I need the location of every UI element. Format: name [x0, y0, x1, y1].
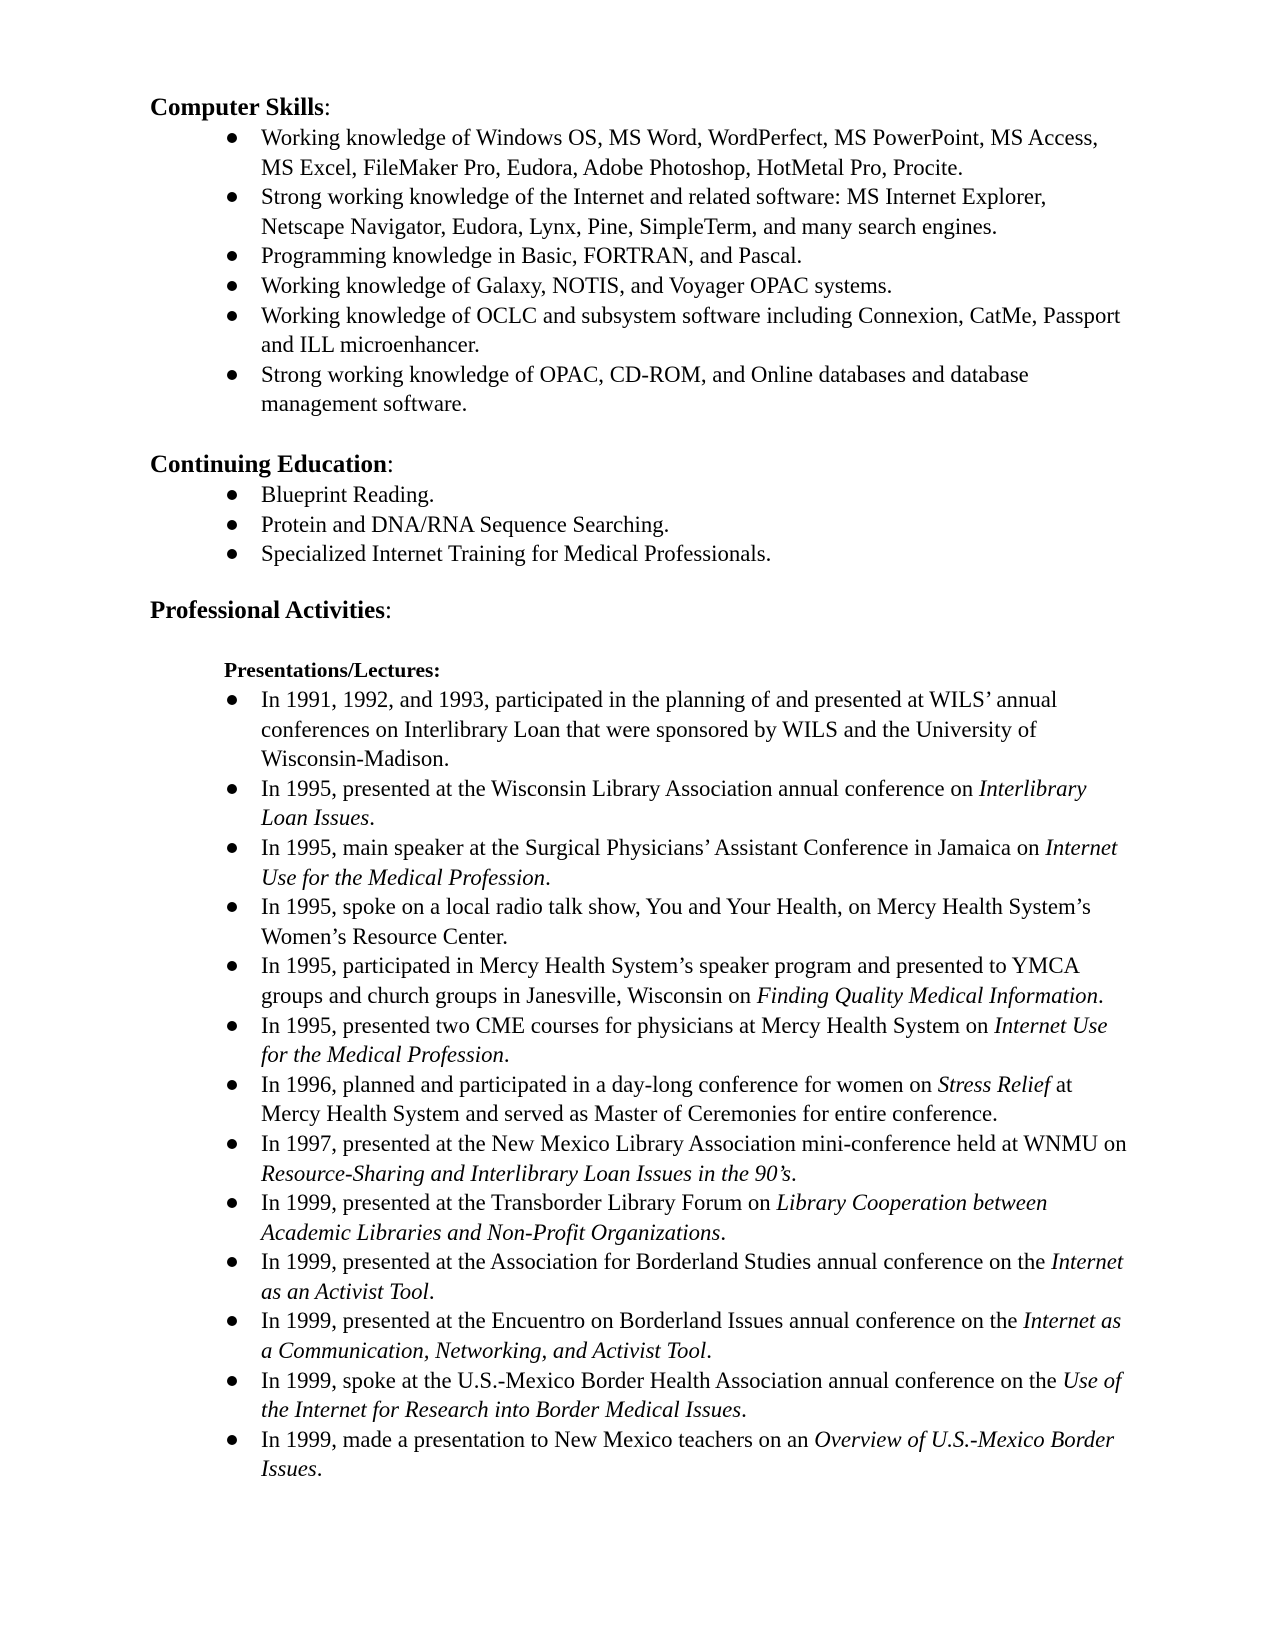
list-item [0, 833, 1131, 892]
bullet-icon [227, 961, 237, 971]
bullet-icon [227, 1021, 237, 1031]
list-item [0, 480, 1131, 510]
computer-skills-list [0, 123, 1131, 419]
list-item-text [261, 774, 1131, 833]
list-item-text-italic: Library Cooperation between Academic Libraries and Non-Profit Organizations [261, 1190, 1048, 1245]
list-item-text-italic: Internet Use for the Medical Profession [261, 1012, 1108, 1068]
list-item-text [261, 892, 1131, 951]
list-item-text: Working knowledge of OCLC and subsystem software including Connexion, CatMe, Passport and ILL microenhancer. [261, 302, 1121, 358]
bullet-icon [227, 1139, 237, 1149]
presentations-lectures-subheading: Presentations/Lectures: [224, 658, 441, 682]
bullet-icon [227, 695, 237, 705]
list-item-text-before: In 1996, planned and participated in a day-long conference for women on [261, 1071, 938, 1097]
list-item-text [261, 833, 1131, 892]
list-item-text-italic: Interlibrary Loan Issues [261, 775, 1087, 831]
list-item-text-after: . [791, 1160, 797, 1186]
continuing-education-heading-colon: : [386, 451, 394, 478]
list-item-text [261, 1188, 1131, 1247]
list-item-text-before: In 1995, presented at the Wisconsin Library Association annual conference on [261, 775, 979, 801]
professional-activities-heading-colon: : [384, 597, 392, 624]
list-item [0, 360, 1131, 419]
list-item-text-italic: Internet as an Activist Tool [261, 1249, 1124, 1304]
list-item-text-italic: Use of the Internet for Research into Border Medical Issues [261, 1367, 1122, 1423]
list-item [0, 1247, 1131, 1306]
list-item-text-after: . [316, 1456, 323, 1482]
list-item [0, 1366, 1131, 1425]
bullet-icon [227, 311, 237, 321]
list-item-text-before: In 1997, presented at the New Mexico Library Association mini-conference held at WNMU on [261, 1130, 1127, 1156]
list-item-text: Strong working knowledge of OPAC, CD-ROM, and Online databases and database management software. [261, 361, 1029, 417]
list-item-text-after: . [369, 805, 375, 831]
bullet-icon [227, 1080, 237, 1090]
bullet-icon [227, 133, 237, 143]
list-item-text-before: In 1991, 1992, and 1993, participated in the planning of and presented at WILS’ annual conferences on Interlibrary Loan that were sponsored by WILS and the University of Wisconsin-Madison. [261, 687, 1058, 772]
bullet-icon [227, 1376, 237, 1386]
list-item [0, 510, 1131, 540]
list-item-text [261, 1011, 1131, 1070]
list-item [0, 1425, 1131, 1484]
bullet-icon [227, 1316, 237, 1326]
list-item-text-before: In 1999, spoke at the U.S.-Mexico Border Health Association annual conference on the [261, 1367, 1063, 1393]
list-item-text: Programming knowledge in Basic, FORTRAN, and Pascal. [261, 243, 803, 269]
bullet-icon [227, 490, 237, 500]
list-item [0, 951, 1131, 1010]
list-item-text-after: . [545, 864, 551, 890]
continuing-education-heading [150, 450, 394, 480]
bullet-icon [227, 281, 237, 291]
list-item-text-before: In 1995, main speaker at the Surgical Physicians’ Assistant Conference in Jamaica on [261, 834, 1046, 860]
bullet-icon [227, 1257, 237, 1267]
list-item-text [261, 1425, 1131, 1484]
list-item-text [261, 951, 1131, 1010]
computer-skills-heading [150, 93, 331, 123]
list-item-text-after: at Mercy Health System and served as Master of Ceremonies for entire conference. [261, 1071, 1073, 1127]
bullet-icon [227, 1198, 237, 1208]
bullet-icon [227, 1435, 237, 1445]
computer-skills-heading-colon: : [323, 94, 331, 121]
list-item-text-italic: Resource-Sharing and Interlibrary Loan Issues in the 90’s [261, 1160, 791, 1186]
bullet-icon [227, 902, 237, 912]
list-item [0, 301, 1131, 360]
list-item [0, 539, 1131, 569]
list-item [0, 1129, 1131, 1188]
list-item-text-after: . [720, 1219, 727, 1245]
list-item-text: Working knowledge of Windows OS, MS Word, WordPerfect, MS PowerPoint, MS Access, MS Excel, FileMaker Pro, Eudora, Adobe Photoshop, HotMetal Pro, Procite. [261, 125, 1099, 180]
list-item [0, 1070, 1131, 1129]
list-item [0, 774, 1131, 833]
list-item-text-before: In 1995, presented two CME courses for physicians at Mercy Health System on [261, 1012, 995, 1038]
list-item-text: Strong working knowledge of the Internet and related software: MS Internet Explorer, Netscape Navigator, Eudora, Lynx, Pine, SimpleTerm, and many search engines. [261, 184, 1047, 239]
list-item [0, 271, 1131, 301]
list-item [0, 1306, 1131, 1365]
presentations-list [0, 685, 1131, 1484]
professional-activities-heading-text: Professional Activities [150, 597, 385, 624]
list-item [0, 241, 1131, 271]
list-item-text-before: In 1995, participated in Mercy Health System’s speaker program and presented to YMCA groups and church groups in Janesville, Wisconsin on [261, 953, 1079, 1008]
list-item-text-before: In 1995, spoke on a local radio talk show, You and Your Health, on Mercy Health System’s Women’s Resource Center. [261, 894, 1091, 949]
continuing-education-list [0, 480, 1131, 569]
bullet-icon [227, 192, 237, 202]
continuing-education-heading-text: Continuing Education [150, 451, 387, 478]
list-item-text [261, 1306, 1131, 1365]
list-item-text [261, 1366, 1131, 1425]
list-item-text: Working knowledge of Galaxy, NOTIS, and Voyager OPAC systems. [261, 272, 893, 298]
list-item [0, 685, 1131, 774]
list-item-text-before: In 1999, made a presentation to New Mexico teachers on an [261, 1426, 815, 1452]
list-item [0, 123, 1131, 182]
list-item-text-italic: Internet as a Communication, Networking, and Activist Tool [261, 1308, 1122, 1364]
bullet-icon [227, 549, 237, 559]
professional-activities-heading [150, 596, 392, 626]
bullet-icon [227, 843, 237, 853]
list-item [0, 892, 1131, 951]
list-item-text [261, 685, 1131, 774]
list-item-text-after: . [428, 1278, 435, 1304]
list-item-text-before: In 1999, presented at the Encuentro on Borderland Issues annual conference on the [261, 1308, 1024, 1334]
list-item-text [261, 1070, 1131, 1129]
list-item-text-after: . [706, 1338, 712, 1364]
list-item-text-after: . [1097, 982, 1104, 1008]
list-item-text: Specialized Internet Training for Medical Professionals. [261, 541, 772, 567]
bullet-icon [227, 251, 237, 261]
list-item-text-italic: Stress Relief [937, 1071, 1051, 1097]
bullet-icon [227, 520, 237, 530]
list-item [0, 1011, 1131, 1070]
computer-skills-heading-text: Computer Skills [150, 94, 324, 121]
list-item [0, 182, 1131, 241]
list-item-text-after: . [741, 1397, 747, 1423]
bullet-icon [227, 784, 237, 794]
list-item [0, 1188, 1131, 1247]
list-item-text-italic: Internet Use for the Medical Profession [261, 834, 1118, 890]
list-item-text [261, 1129, 1131, 1188]
list-item-text-italic: Finding Quality Medical Information [756, 982, 1098, 1008]
list-item-text [261, 1247, 1131, 1306]
list-item-text: Blueprint Reading. [261, 482, 435, 507]
list-item-text-before: In 1999, presented at the Transborder Library Forum on [261, 1190, 777, 1216]
bullet-icon [227, 370, 237, 380]
list-item-text-before: In 1999, presented at the Association for Borderland Studies annual conference on the [261, 1249, 1052, 1275]
list-item-text: Protein and DNA/RNA Sequence Searching. [261, 511, 670, 537]
list-item-text-after: . [503, 1042, 510, 1068]
list-item-text-italic: Overview of U.S.-Mexico Border Issues [261, 1426, 1115, 1482]
